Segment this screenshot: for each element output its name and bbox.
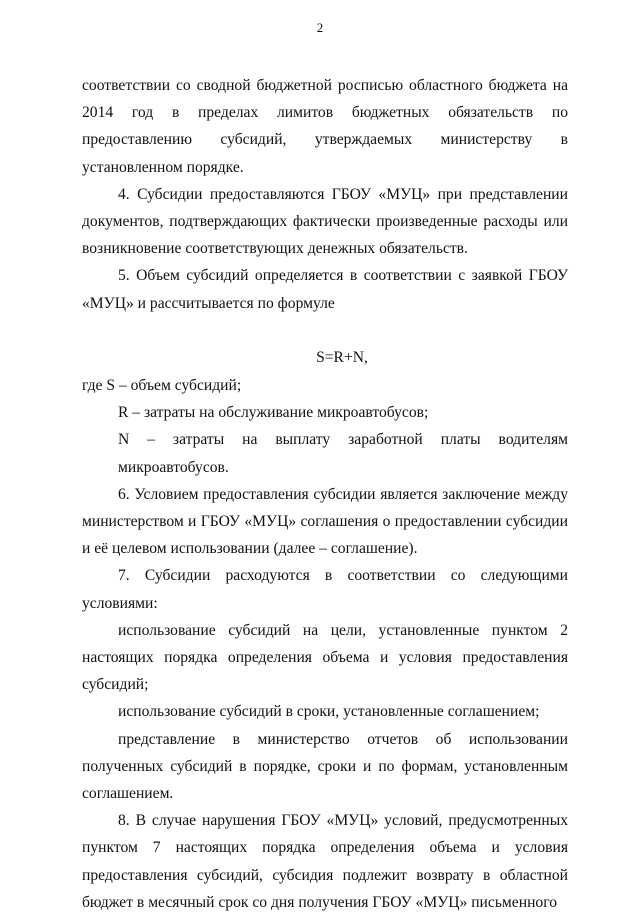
paragraph-continuation: соответствии со сводной бюджетной росписью областного бюджета на 2014 год в пределах лимитов бюджетных обязательств по предоставлению субсидий, утверждаемых министерству в установленном порядке. xyxy=(82,77,568,176)
paragraph-7: 7. Субсидии расходуются в соответствии со следующими условиями: xyxy=(82,567,568,612)
paragraph-5: 5. Объем субсидий определяется в соответствии с заявкой ГБОУ «МУЦ» и рассчитывается по формуле xyxy=(82,267,568,312)
paragraph-7-condition-a: использование субсидий на цели, установленные пунктом 2 настоящих порядка определения объема и условия предоставления субсидий; xyxy=(82,621,568,694)
page-number: 2 xyxy=(316,20,324,35)
formula-legend-s: где S – объем субсидий; xyxy=(82,377,242,395)
document-body xyxy=(82,72,568,916)
paragraph-7-condition-b: использование субсидий в сроки, установленные соглашением; xyxy=(118,703,540,721)
formula-legend-n: N – затраты на выплату заработной платы водителям микроавтобусов. xyxy=(118,431,568,476)
paragraph-4: 4. Субсидии предоставляются ГБОУ «МУЦ» при представлении документов, подтверждающих фактически произведенные расходы или возникновение соответствующих денежных обязательств. xyxy=(82,185,568,258)
paragraph-7-condition-c: представление в министерство отчетов об использовании полученных субсидий в порядке, сроки и по формам, установленным соглашением. xyxy=(82,730,568,803)
paragraph-8: 8. В случае нарушения ГБОУ «МУЦ» условий, предусмотренных пунктом 7 настоящих порядка определения объема и условия предоставления субсидий, субсидия подлежит возврату в областной бюджет в месячный срок со дня получения ГБОУ «МУЦ» письменного xyxy=(82,812,568,911)
paragraph-6: 6. Условием предоставления субсидии является заключение между министерством и ГБОУ «МУЦ» соглашения о предоставлении субсидии и её целевом использовании (далее – соглашение). xyxy=(82,485,568,558)
formula-legend-r: R – затраты на обслуживание микроавтобусов; xyxy=(118,404,429,422)
formula: S=R+N, xyxy=(316,348,368,366)
